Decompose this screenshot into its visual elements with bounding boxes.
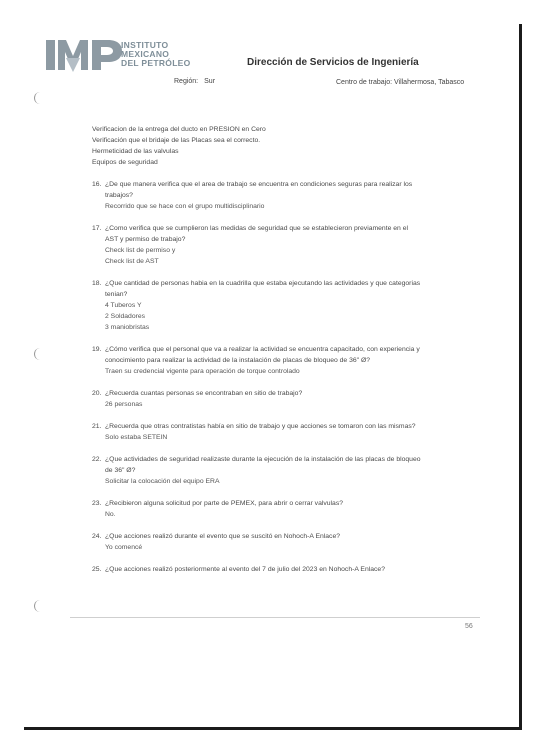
- binder-hole-mark: [34, 600, 43, 612]
- answer-block: [92, 476, 512, 487]
- question-text: ¿Recuerda que otras contratistas había en sitio de trabajo y que acciones se tomaron con las mismas?: [105, 423, 416, 430]
- question-text: ¿Que cantidad de personas habia en la cuadrilla que estaba ejecutando las actividades y que categorias: [105, 280, 421, 287]
- question-text: trabajos?: [105, 192, 133, 199]
- question-number: 19.: [92, 346, 102, 353]
- question-text: AST y permiso de trabajo?: [105, 236, 186, 243]
- answer-block: [92, 201, 512, 212]
- question-item: [92, 344, 512, 377]
- question-indent: [92, 190, 105, 201]
- question-text: tenian?: [105, 291, 128, 298]
- region-value: Sur: [204, 78, 216, 85]
- question-indent: [92, 355, 105, 366]
- answer-line: Solo estaba SETEIN: [105, 434, 168, 441]
- question-number: 22.: [92, 456, 102, 463]
- intro-block: [92, 124, 512, 168]
- question-text: ¿Como verifica que se cumplieron las medidas de seguridad que se establecieron previamente en el: [105, 225, 409, 232]
- answer-line: 4 Tuberos Y: [105, 302, 142, 309]
- question-number: 17.: [92, 225, 102, 232]
- intro-line: Hermeticidad de las valvulas: [92, 148, 179, 155]
- question-number: 24.: [92, 533, 102, 540]
- question-number: 16.: [92, 181, 102, 188]
- workplace: Centro de trabajo: Villahermosa, Tabasco: [336, 79, 465, 86]
- answer-block: [92, 542, 512, 553]
- question-item: [92, 498, 512, 520]
- binder-hole-mark: [34, 92, 43, 104]
- question-item: [92, 564, 512, 575]
- document-title: Dirección de Servicios de Ingeniería: [247, 57, 419, 68]
- question-number: 21.: [92, 423, 102, 430]
- question-number: 18.: [92, 280, 102, 287]
- answer-block: [92, 366, 512, 377]
- binder-hole-mark: [34, 348, 43, 360]
- answer-line: Yo comencé: [105, 544, 143, 551]
- question-item: [92, 278, 512, 333]
- question-text: ¿De que manera verifica que el area de trabajo se encuentra en condiciones seguras para realizar los: [105, 181, 413, 188]
- answer-block: [92, 245, 512, 267]
- question-item: [92, 421, 512, 443]
- answer-line: No.: [105, 511, 116, 518]
- question-text: ¿Que acciones realizó durante el evento que se suscitó en Nohoch-A Enlace?: [105, 533, 341, 540]
- question-indent: [92, 234, 105, 245]
- page-border-bottom: [24, 727, 522, 730]
- question-row: [92, 421, 512, 432]
- page-border-right: [519, 24, 522, 730]
- question-text: de 36" Ø?: [105, 467, 136, 474]
- question-row: [92, 179, 512, 190]
- intro-line: Equipos de seguridad: [92, 159, 158, 166]
- footer-rule: [70, 617, 480, 618]
- question-row: [92, 531, 512, 542]
- logo-wordmark: [121, 41, 191, 68]
- answer-block: [92, 432, 512, 443]
- question-number: 25.: [92, 566, 102, 573]
- question-number: 23.: [92, 500, 102, 507]
- answer-block: [92, 509, 512, 520]
- question-text: conocimiento para realizar la actividad de la instalación de placas de bloqueo de 36" Ø?: [105, 357, 371, 364]
- question-row: [92, 344, 512, 355]
- imp-logo: [46, 38, 126, 72]
- question-item: [92, 531, 512, 553]
- answer-line: Check list de AST: [105, 258, 159, 265]
- question-row: [92, 289, 512, 300]
- question-text: ¿Recibieron alguna solicitud por parte de PEMEX, para abrir o cerrar valvulas?: [105, 500, 344, 507]
- logo-line: DEL PETRÓLEO: [121, 58, 191, 68]
- answer-line: 3 maniobristas: [105, 324, 150, 331]
- answer-line: Solicitar la colocación del equipo ERA: [105, 478, 220, 485]
- region-label: Región:: [174, 78, 199, 85]
- answer-line: 26 personas: [105, 401, 143, 408]
- question-row: [92, 355, 512, 366]
- intro-line: Verificación que el bridaje de las Placas sea el correcto.: [92, 137, 261, 144]
- question-item: [92, 388, 512, 410]
- question-indent: [92, 289, 105, 300]
- logo-line: MEXICANO: [121, 49, 170, 59]
- question-row: [92, 190, 512, 201]
- question-row: [92, 465, 512, 476]
- question-text: ¿Recuerda cuantas personas se encontraban en sitio de trabajo?: [105, 390, 303, 397]
- question-item: [92, 179, 512, 212]
- question-text: ¿Cómo verifica que el personal que va a realizar la actividad se encuentra capacitado, con experiencia y: [105, 346, 420, 353]
- questionnaire-body: [92, 124, 512, 575]
- logo-line: INSTITUTO: [121, 40, 169, 50]
- question-text: ¿Que actividades de seguridad realizaste durante la ejecución de la instalación de las placas de bloqueo: [105, 456, 421, 463]
- question-indent: [92, 465, 105, 476]
- answer-line: 2 Soldadores: [105, 313, 146, 320]
- intro-line: Verificacion de la entrega del ducto en PRESION en Cero: [92, 126, 266, 133]
- question-row: [92, 223, 512, 234]
- answer-line: Traen su credencial vigente para operación de torque controlado: [105, 368, 300, 375]
- question-item: [92, 454, 512, 487]
- answer-line: Recorrido que se hace con el grupo multidisciplinario: [105, 203, 265, 210]
- question-text: ¿Que acciones realizó posteriormente al evento del 7 de julio del 2023 en Nohoch-A Enlace?: [105, 566, 385, 573]
- answer-block: [92, 399, 512, 410]
- question-list: [92, 179, 512, 575]
- region: [174, 78, 221, 85]
- question-row: [92, 388, 512, 399]
- question-row: [92, 498, 512, 509]
- logo-letters: IMP: [46, 38, 48, 39]
- page-number: 56: [465, 623, 473, 630]
- question-row: [92, 234, 512, 245]
- question-row: [92, 278, 512, 289]
- question-row: [92, 454, 512, 465]
- answer-block: [92, 300, 512, 333]
- question-number: 20.: [92, 390, 102, 397]
- question-item: [92, 223, 512, 267]
- question-row: [92, 564, 512, 575]
- answer-line: Check list de permiso y: [105, 247, 176, 254]
